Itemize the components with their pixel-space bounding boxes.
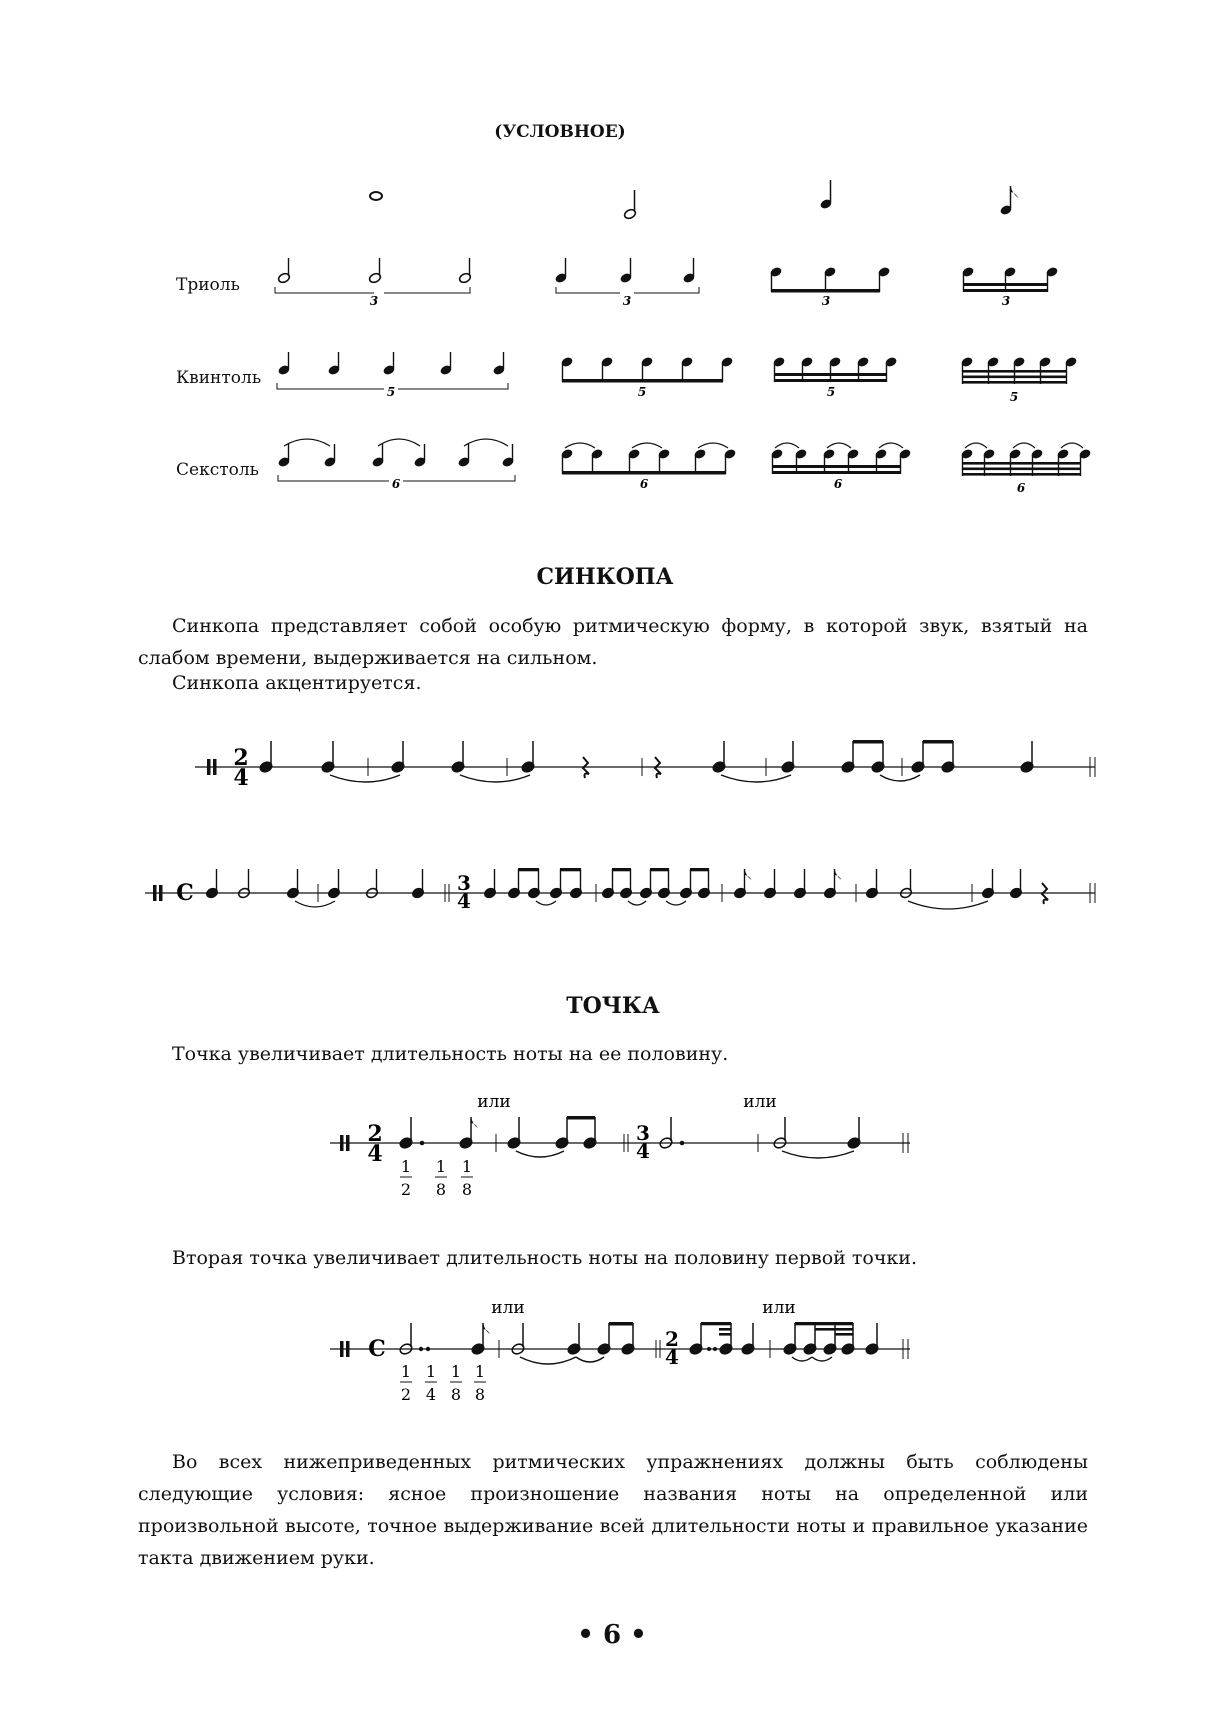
tuplet-number: 5 [637,385,647,399]
syncope-title: СИНКОПА [536,564,674,590]
time-signature-denominator: 4 [457,889,471,913]
common-time-icon: C [176,880,194,906]
dot-paragraph: Точка увеличивает длительность ноты на ее половину. [172,1043,729,1065]
or-label: или [477,1092,511,1112]
double-dot-paragraph: Вторая точка увеличивает длительность ноты на половину первой точки. [172,1247,917,1269]
syncope-paragraph: Синкопа представляет собой особую ритмическую форму, в которой звук, взятый на слабом времени, выдерживается на сильном. [138,615,1088,669]
sextuplet-eighth-notes [560,443,737,475]
fraction-numerator: 1 [450,1362,462,1381]
fraction-numerator: 1 [425,1362,437,1381]
fraction-denominator: 8 [461,1180,473,1199]
fraction-numerator: 1 [400,1157,412,1176]
row-label-sextuplet: Секстоль [176,460,259,480]
tuplet-number: 6 [1016,481,1026,495]
tuplet-table [0,160,1211,495]
common-time-icon: C [368,1336,386,1362]
fraction-denominator: 8 [435,1180,447,1199]
syncope-rhythm-example-2 [0,855,1211,935]
sextuplet-thirtysecond-notes [960,443,1092,476]
time-signature-denominator: 4 [636,1139,650,1163]
tuplet-number: 6 [639,477,649,491]
sextuplet-sixteenth-notes [770,443,912,474]
tuplet-number: 5 [386,385,396,399]
whole-note-icon [370,192,382,200]
sextuplet-quarter-notes [277,439,515,481]
dot-title: ТОЧКА [566,993,660,1019]
syncope-rhythm-example-1 [0,730,1211,810]
eighth-note-icon [999,186,1018,216]
dot-rhythm-example-2 [0,1290,1211,1410]
half-note-icon [623,190,637,220]
triplet-sixteenth-notes [961,266,1059,292]
quintuplet-sixteenth-notes [772,356,898,382]
time-signature-numerator: 3 [636,1121,650,1145]
fraction-denominator: 8 [474,1385,486,1404]
time-signature-numerator: 2 [367,1121,383,1147]
tuplet-number: 5 [826,385,836,399]
quintuplet-eighth-notes [560,356,734,382]
time-signature-denominator: 4 [665,1345,679,1369]
fraction-denominator: 2 [400,1385,412,1404]
time-signature-numerator: 2 [665,1327,679,1351]
triplet-half-notes [275,258,472,293]
time-signature-denominator: 4 [233,765,249,791]
tuplet-number: 3 [1001,294,1011,308]
tuplet-number: 6 [391,477,401,491]
quarter-note-icon [819,180,833,210]
tuplet-number: 3 [622,294,632,308]
tuplet-number: 3 [821,294,831,308]
tuplet-number: 3 [369,294,379,308]
syncope-accent-paragraph: Синкопа акцентируется. [172,672,422,694]
fraction-numerator: 1 [474,1362,486,1381]
conditional-label: (УСЛОВНОЕ) [494,122,626,142]
quintuplet-quarter-notes [277,352,508,389]
or-label: или [491,1298,525,1318]
page-number: • 6 • [577,1620,647,1650]
fraction-numerator: 1 [461,1157,473,1176]
fraction-numerator: 1 [435,1157,447,1176]
tuplet-number: 5 [1009,390,1019,404]
fraction-denominator: 4 [425,1385,437,1404]
time-signature-numerator: 3 [457,871,471,895]
row-label-quintuplet: Квинтоль [176,368,262,388]
time-signature-numerator: 2 [233,745,249,771]
dot-rhythm-example-1 [0,1090,1211,1210]
tuplet-number: 6 [833,477,843,491]
triplet-eighth-notes [769,266,891,292]
or-label: или [762,1298,796,1318]
conditions-paragraph: Во всех нижеприведенных ритмических упражнениях должны быть соблюдены следующие условия: ясное произношение названия ноты на определенной или произвольной высоте, точное выдерживание всей длительности ноты и правильное указание такта движением руки. [138,1451,1088,1569]
triplet-quarter-notes [554,258,699,293]
quintuplet-thirtysecond-notes [960,356,1078,384]
fraction-denominator: 2 [400,1180,412,1199]
fraction-denominator: 8 [450,1385,462,1404]
time-signature-denominator: 4 [367,1141,383,1167]
or-label: или [743,1092,777,1112]
fraction-numerator: 1 [400,1362,412,1381]
row-label-triplet: Триоль [176,275,240,295]
